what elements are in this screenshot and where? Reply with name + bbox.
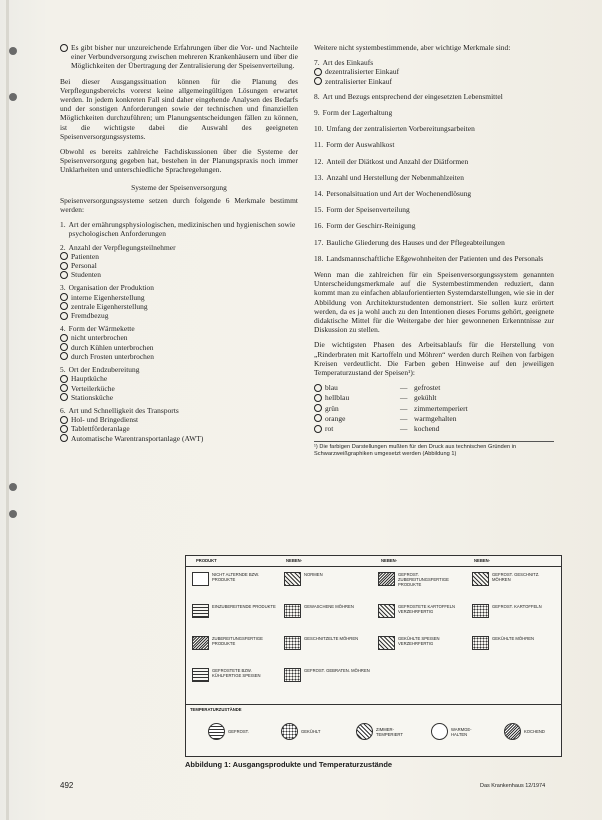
figure-cell-label: GEFROST. GESCHNITZ. MÖHREN: [492, 572, 540, 582]
figure-cell-label: ZUBEREITUNGSFERTIGE PRODUKTE: [212, 636, 263, 646]
list-item: 10. Umfang der zentralisierten Vorbereitungsarbeiten: [314, 124, 475, 134]
option-row: zentrale Eigenherstellung: [60, 302, 298, 311]
option-row: Fremdbezug: [60, 311, 298, 320]
figure-caption: Abbildung 1: Ausgangsprodukte und Temperaturzustände: [185, 760, 393, 769]
radio-circle-icon: [314, 414, 322, 422]
figure-diagram: [185, 555, 562, 757]
list-item: 13. Anzahl und Herstellung der Nebenmahlzeiten: [314, 172, 464, 182]
figure-cell-label: GEFROST. ZUBEREITUNGSFERTIGE PRODUKTE: [398, 572, 449, 587]
list-item: 15. Form der Speisenverteilung: [314, 205, 410, 215]
figure-cell: [284, 604, 370, 618]
radio-circle-icon: [314, 77, 322, 85]
radio-circle-icon: [314, 404, 322, 412]
figure-header-row: [186, 556, 561, 567]
figure-cell: [472, 636, 558, 650]
product-swatch-icon: [192, 572, 209, 586]
right-column: [314, 43, 554, 458]
option-row: durch Frosten unterbrochen: [60, 352, 298, 361]
figure-cell: [192, 572, 278, 586]
color-name: orange: [314, 414, 400, 423]
product-swatch-icon: [284, 604, 301, 618]
list-item: 1. Art der ernährungsphysiologischen, medizinischen und hygienischen sowie psychologischen Anforderungen: [60, 220, 296, 239]
figure-cell: [192, 636, 278, 650]
criteria-list: [60, 220, 298, 442]
radio-circle-icon: [314, 425, 322, 433]
punch-hole: [9, 93, 17, 101]
figure-header: PRODUKT: [196, 558, 217, 563]
dash-separator: —: [400, 403, 408, 413]
list-item: 6. Art und Schnelligkeit des Transports Hol- und Bringedienst Tablettförderanlage Automatische Warentransportanlage (AWT): [60, 406, 298, 443]
radio-circle-icon: [60, 393, 68, 401]
product-swatch-icon: [472, 572, 489, 586]
punch-hole: [9, 483, 17, 491]
journal-reference: Das Krankenhaus 12/1974: [480, 783, 546, 789]
section-heading: Systeme der Speisenversorgung: [131, 182, 227, 192]
figure-cell: [284, 668, 370, 682]
paragraph: Bei dieser Ausgangssituation können für die Planung des Verpflegungsbereichs vorerst keine allgemeingültigen Lösungen erwartet werden. In jedem konkreten Fall sind daher eingehende Analysen des Bedarfs und der sonstigen Anforderungen sowie der technischen und finanziellen Möglichkeiten durchzuführen; um Planungsentscheidungen fällen zu können, ist die wichtigste dabei die Auswahl des geeigneten Speisenversorgungssystems.: [60, 76, 298, 141]
option-row: Hol- und Bringedienst: [60, 415, 298, 424]
radio-circle-icon: [60, 44, 68, 52]
list-item: 3. Organisation der Produktion interne Eigenherstellung zentrale Eigenherstellung Fremdbezug: [60, 283, 298, 320]
figure-cell-label: GESCHNITZELTE MÖHREN: [304, 636, 359, 641]
product-swatch-icon: [192, 636, 209, 650]
figure-cell-label: GEKÜHLTE MÖHREN: [492, 636, 535, 641]
punch-hole: [9, 510, 17, 518]
product-swatch-icon: [378, 572, 395, 586]
color-meaning: warmgehalten: [414, 413, 457, 423]
intro-item-text: Es gibt bisher nur unzureichende Erfahrungen über die Vor- und Nachteile einer Verbundversorgung zwischen mehreren Krankenhäusern und über die Möglichkeiten der Übertragung der Zentralisierung der Speisenverteilung.: [71, 43, 298, 71]
radio-circle-icon: [60, 343, 68, 351]
paragraph: Weitere nicht systembestimmende, aber wichtige Merkmale sind:: [314, 43, 511, 52]
option-row: Tablettförderanlage: [60, 424, 298, 433]
radio-circle-icon: [60, 252, 68, 260]
product-swatch-icon: [284, 572, 301, 586]
temp-item: WARMGE-HALTEN: [431, 723, 475, 740]
radio-circle-icon: [314, 68, 322, 76]
frozen-icon: [208, 723, 225, 740]
color-name: blau: [314, 383, 400, 392]
product-swatch-icon: [378, 604, 395, 618]
list-item: 14. Personalsituation und Art der Wochenendlösung: [314, 189, 472, 199]
option-row: Stationsküche: [60, 393, 298, 402]
option-row: durch Kühlen unterbrochen: [60, 343, 298, 352]
figure-cell: [192, 668, 278, 682]
product-swatch-icon: [192, 604, 209, 618]
radio-circle-icon: [60, 434, 68, 442]
radio-circle-icon: [60, 425, 68, 433]
dash-separator: —: [400, 413, 408, 423]
dash-separator: —: [400, 383, 408, 393]
figure-cell-label: NORMEN: [304, 572, 323, 577]
figure-cell-label: GEFROST. GEBRATEN. MÖHREN: [304, 668, 370, 673]
color-meaning: gefrostet: [414, 383, 441, 393]
temp-item: GEKÜHLT: [281, 723, 320, 740]
color-name: hellblau: [314, 393, 400, 402]
figure-cell: [192, 604, 278, 618]
radio-circle-icon: [60, 302, 68, 310]
radio-circle-icon: [60, 334, 68, 342]
color-meaning: zimmertemperiert: [414, 403, 468, 413]
color-meaning: gekühlt: [414, 393, 437, 403]
option-row: interne Eigenherstellung: [60, 293, 298, 302]
binding-edge: [6, 0, 9, 820]
figure-cell-label: GEWASCHENE MÖHREN: [304, 604, 354, 609]
list-item: 8. Art und Bezugs entsprechend der eingesetzten Lebensmittel: [314, 91, 503, 101]
color-name: rot: [314, 424, 400, 433]
figure-cell: [472, 572, 558, 586]
paragraph: Wenn man die zahlreichen für ein Speisenversorgungssystem genannten Unterscheidungsmerkmale auf die Systembestimmenden reduziert, dann kommt man zu einfachen ablauforientierten Systemdarstellungen, wie sie in der Abbildung von Architekturstudenten demonstriert. Sie sollen kurz erörtert werden, da es ja wohl auch zu den Intentionen dieses Forums gehört, geeignete didaktische Mittel für die Weitergabe der hier gewonnenen Erkenntnisse zur Diskussion zu stellen.: [314, 270, 554, 335]
figure-cell: [284, 572, 370, 586]
paragraph: Die wichtigsten Phasen des Arbeitsablaufs für die Herstellung von „Rinderbraten mit Kartoffeln und Möhren“ werden durch Reihen von farbigen Kreisen verdeutlicht. Die Farben geben Hinweise auf den jeweiligen Temperaturzustand der Speisen¹):: [314, 340, 554, 378]
product-swatch-icon: [378, 636, 395, 650]
list-item: 9. Form der Lagerhaltung: [314, 108, 393, 118]
option-row: Verteilerküche: [60, 384, 298, 393]
figure-cell-label: NICHT ALTERNDE BZW. PRODUKTE: [212, 572, 260, 582]
color-meaning: kochend: [414, 424, 440, 434]
radio-circle-icon: [60, 262, 68, 270]
temperature-legend-title: TEMPERATURZUSTÄNDE: [190, 707, 242, 712]
list-item: 11. Form der Auswahlkost: [314, 140, 395, 150]
temp-item: ZIMMER-TEMPERIERT: [356, 723, 400, 740]
room-temp-icon: [356, 723, 373, 740]
list-item: 7. Art des Einkaufs dezentralisierter Einkauf zentralisierter Einkauf: [314, 58, 554, 86]
product-swatch-icon: [284, 668, 301, 682]
paragraph: Obwohl es bereits zahlreiche Fachdiskussionen über die Systeme der Speisenversorgung gegeben hat, bestehen in der Planungspraxis noch immer Unklarheiten und unterschiedliche Sprachregelungen.: [60, 147, 298, 175]
warm-icon: [431, 723, 448, 740]
list-item: 12. Anteil der Diätkost und Anzahl der Diätformen: [314, 156, 469, 166]
figure-header: NEBEN-: [286, 558, 303, 563]
figure-cell: [378, 572, 464, 587]
criteria-list: [314, 92, 554, 263]
product-swatch-icon: [192, 668, 209, 682]
radio-circle-icon: [60, 271, 68, 279]
figure-cell-label: EINZUBEREITENDE PRODUKTE: [212, 604, 276, 609]
option-row: Personal: [60, 261, 298, 270]
page-number: 492: [60, 781, 74, 790]
color-legend: [314, 383, 554, 433]
radio-circle-icon: [60, 416, 68, 424]
radio-circle-icon: [60, 375, 68, 383]
list-item: 2. Anzahl der Verpflegungsteilnehmer Patienten Personal Studenten: [60, 243, 298, 280]
dash-separator: —: [400, 393, 408, 403]
radio-circle-icon: [314, 394, 322, 402]
radio-circle-icon: [314, 384, 322, 392]
boiling-icon: [504, 723, 521, 740]
figure-cell: [378, 636, 464, 650]
list-item: 18. Landsmannschaftliche Eßgewohnheiten der Patienten und des Personals: [314, 253, 544, 263]
temp-item: KOCHEND: [504, 723, 545, 740]
footnote: ¹) Die farbigen Darstellungen mußten für den Druck aus technischen Gründen in Schwarzweißgraphiken umgesetzt werden (Abbildung 1): [314, 441, 554, 458]
radio-circle-icon: [60, 384, 68, 392]
dash-separator: —: [400, 424, 408, 434]
product-swatch-icon: [472, 636, 489, 650]
figure-header: NEBEN-: [474, 558, 491, 563]
option-row: dezentralisierter Einkauf: [314, 67, 554, 76]
option-row: zentralisierter Einkauf: [314, 77, 554, 86]
figure-cell-label: GEFROST. KARTOFFELN: [492, 604, 542, 609]
figure-cell: [472, 604, 558, 618]
option-row: Patienten: [60, 252, 298, 261]
figure-cell: [378, 604, 464, 618]
chilled-icon: [281, 723, 298, 740]
figure-cell-label: GEFROSTETE KARTOFFELN VERZEHRFERTIG: [398, 604, 456, 614]
option-row: Automatische Warentransportanlage (AWT): [60, 434, 298, 443]
radio-circle-icon: [60, 312, 68, 320]
list-item: 16. Form der Geschirr-Reinigung: [314, 221, 416, 231]
figure-header: NEBEN-: [381, 558, 398, 563]
option-row: nicht unterbrochen: [60, 333, 298, 342]
list-item: 17. Bauliche Gliederung des Hauses und der Pflegeabteilungen: [314, 237, 505, 247]
intro-item: [60, 43, 298, 71]
figure-cell-label: GEKÜHLTE SPEISEN VERZEHRFERTIG: [398, 636, 440, 646]
product-swatch-icon: [284, 636, 301, 650]
option-row: Studenten: [60, 270, 298, 279]
list-item: 5. Ort der Endzubereitung Hauptküche Verteilerküche Stationsküche: [60, 365, 298, 402]
figure-cell-label: GEFROSTETE BZW. KÜHLFERTIGE SPEISEN: [212, 668, 261, 678]
radio-circle-icon: [60, 293, 68, 301]
punch-hole: [9, 47, 17, 55]
paragraph: Speisenversorgungssysteme setzen durch folgende 6 Merkmale bestimmt werden:: [60, 195, 298, 215]
option-row: Hauptküche: [60, 374, 298, 383]
temperature-legend: [186, 704, 561, 757]
radio-circle-icon: [60, 352, 68, 360]
left-column: [60, 43, 298, 447]
figure-cell: [284, 636, 370, 650]
list-item: 4. Form der Wärmekette nicht unterbrochen durch Kühlen unterbrochen durch Frosten unterbrochen: [60, 324, 298, 361]
color-name: grün: [314, 404, 400, 413]
product-swatch-icon: [472, 604, 489, 618]
temp-item: GEFROST.: [208, 723, 249, 740]
